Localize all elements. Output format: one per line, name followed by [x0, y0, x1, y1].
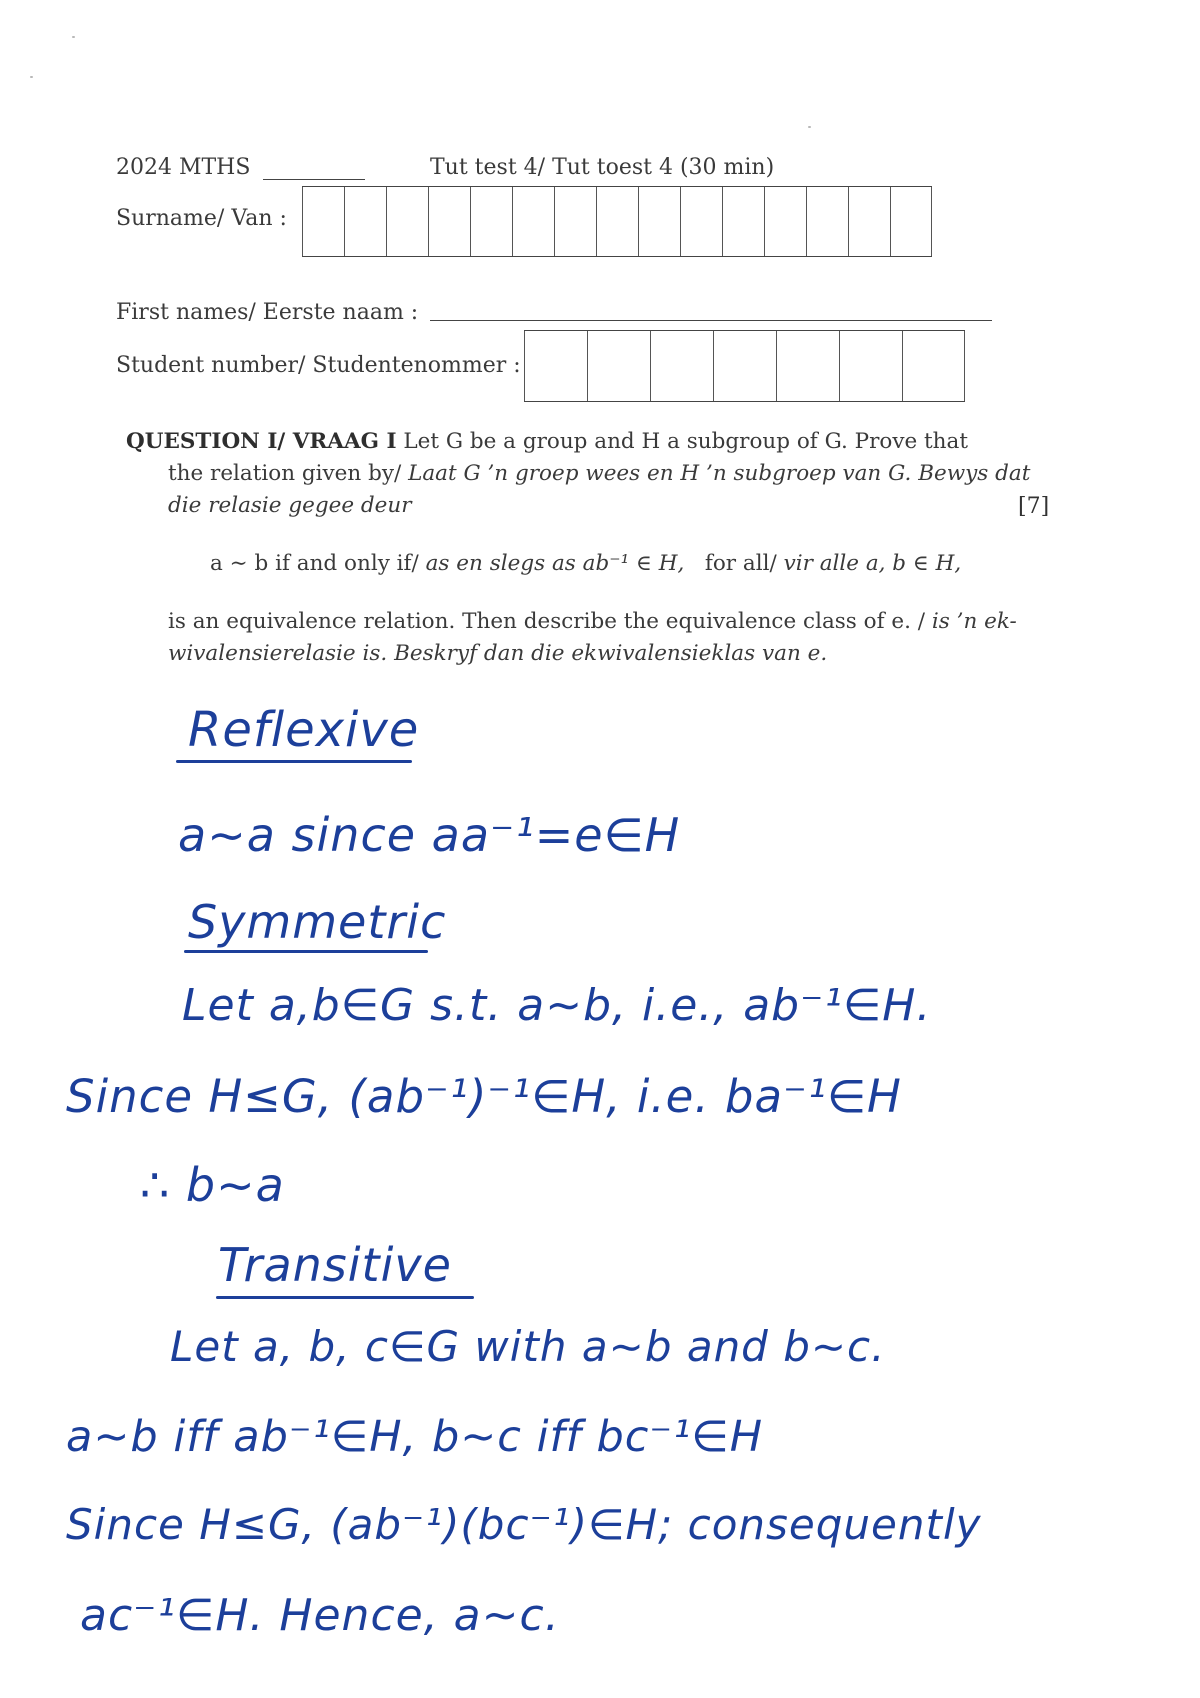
student-number-box[interactable]	[839, 331, 902, 401]
formula-part-af: vir alle a, b ∈ H,	[783, 551, 962, 576]
question-line2-en: the relation given by/	[168, 461, 402, 486]
reflexive-underline	[176, 760, 412, 763]
surname-box[interactable]	[890, 187, 932, 256]
question-text	[126, 426, 1052, 522]
surname-box[interactable]	[764, 187, 806, 256]
question-line2	[126, 458, 1052, 490]
relation-formula	[210, 551, 961, 576]
surname-box[interactable]	[554, 187, 596, 256]
surname-box[interactable]	[596, 187, 638, 256]
student-number-box[interactable]	[902, 331, 965, 401]
symmetric-line-2: Since H≤G, (ab⁻¹)⁻¹∈H, i.e. ba⁻¹∈H	[66, 1070, 902, 1123]
test-title: Tut test 4/ Tut toest 4 (30 min)	[430, 155, 775, 180]
surname-box[interactable]	[470, 187, 512, 256]
transitive-line-3: Since H≤G, (ab⁻¹)(bc⁻¹)∈H; consequently	[66, 1500, 982, 1549]
question-line2-af: Laat G ’n groep wees en H ’n subgroep van G. Bewys dat	[408, 461, 1031, 486]
reflexive-heading: Reflexive	[188, 702, 420, 758]
course-code: 2024 MTHS	[116, 155, 251, 180]
transitive-line-1: Let a, b, c∈G with a∼b and b∼c.	[170, 1322, 886, 1371]
surname-box[interactable]	[722, 187, 764, 256]
surname-label: Surname/ Van :	[116, 206, 287, 231]
formula-part: a ∼ b if and only if/	[210, 551, 419, 576]
surname-box[interactable]	[806, 187, 848, 256]
scan-speck	[72, 36, 75, 38]
formula-part: for all/	[704, 551, 777, 576]
marks-label: [7]	[1018, 494, 1050, 519]
formula-part-af: as en slegs as ab⁻¹ ∈ H,	[425, 551, 685, 576]
surname-boxes[interactable]	[302, 186, 932, 257]
symmetric-line-1: Let a,b∈G s.t. a∼b, i.e., ab⁻¹∈H.	[182, 980, 932, 1031]
question-intro: Let G be a group and H a subgroup of G. Prove that	[403, 429, 968, 454]
question-line3	[126, 490, 1052, 522]
surname-box[interactable]	[344, 187, 386, 256]
symmetric-line-3: ∴ b∼a	[140, 1158, 285, 1212]
course-blank[interactable]	[263, 179, 365, 180]
transitive-line-4: ac⁻¹∈H. Hence, a∼c.	[80, 1590, 560, 1641]
scan-speck	[808, 126, 811, 128]
question-tail-af: is ’n ek-	[931, 609, 1017, 634]
transitive-line-2: a∼b iff ab⁻¹∈H, b∼c iff bc⁻¹∈H	[66, 1412, 764, 1462]
scan-speck	[30, 76, 33, 78]
surname-box[interactable]	[428, 187, 470, 256]
question-tail-en: is an equivalence relation. Then describe the equivalence class of e. /	[168, 609, 926, 634]
surname-box[interactable]	[386, 187, 428, 256]
surname-box[interactable]	[680, 187, 722, 256]
symmetric-heading: Symmetric	[188, 895, 447, 949]
first-names-label: First names/ Eerste naam :	[116, 300, 419, 325]
transitive-underline	[216, 1296, 474, 1299]
surname-box[interactable]	[512, 187, 554, 256]
course-line	[116, 155, 365, 180]
question-title: QUESTION I/ VRAAG I	[126, 429, 397, 454]
reflexive-line: a∼a since aa⁻¹=e∈H	[178, 808, 681, 862]
surname-box[interactable]	[638, 187, 680, 256]
student-number-boxes[interactable]	[524, 330, 965, 402]
symmetric-underline	[184, 950, 428, 953]
student-number-box[interactable]	[650, 331, 713, 401]
transitive-heading: Transitive	[218, 1238, 452, 1292]
question-tail-af: wivalensierelasie is. Beskryf dan die ekwivalensieklas van e.	[168, 641, 828, 666]
first-names-field[interactable]	[430, 320, 992, 321]
student-number-label: Student number/ Studentenommer :	[116, 353, 521, 378]
surname-box[interactable]	[302, 187, 344, 256]
question-line3-af: die relasie gegee deur	[168, 493, 412, 518]
question-tail	[168, 606, 1056, 670]
student-number-box[interactable]	[776, 331, 839, 401]
student-number-box[interactable]	[587, 331, 650, 401]
student-number-box[interactable]	[524, 331, 587, 401]
surname-box[interactable]	[848, 187, 890, 256]
student-number-box[interactable]	[713, 331, 776, 401]
